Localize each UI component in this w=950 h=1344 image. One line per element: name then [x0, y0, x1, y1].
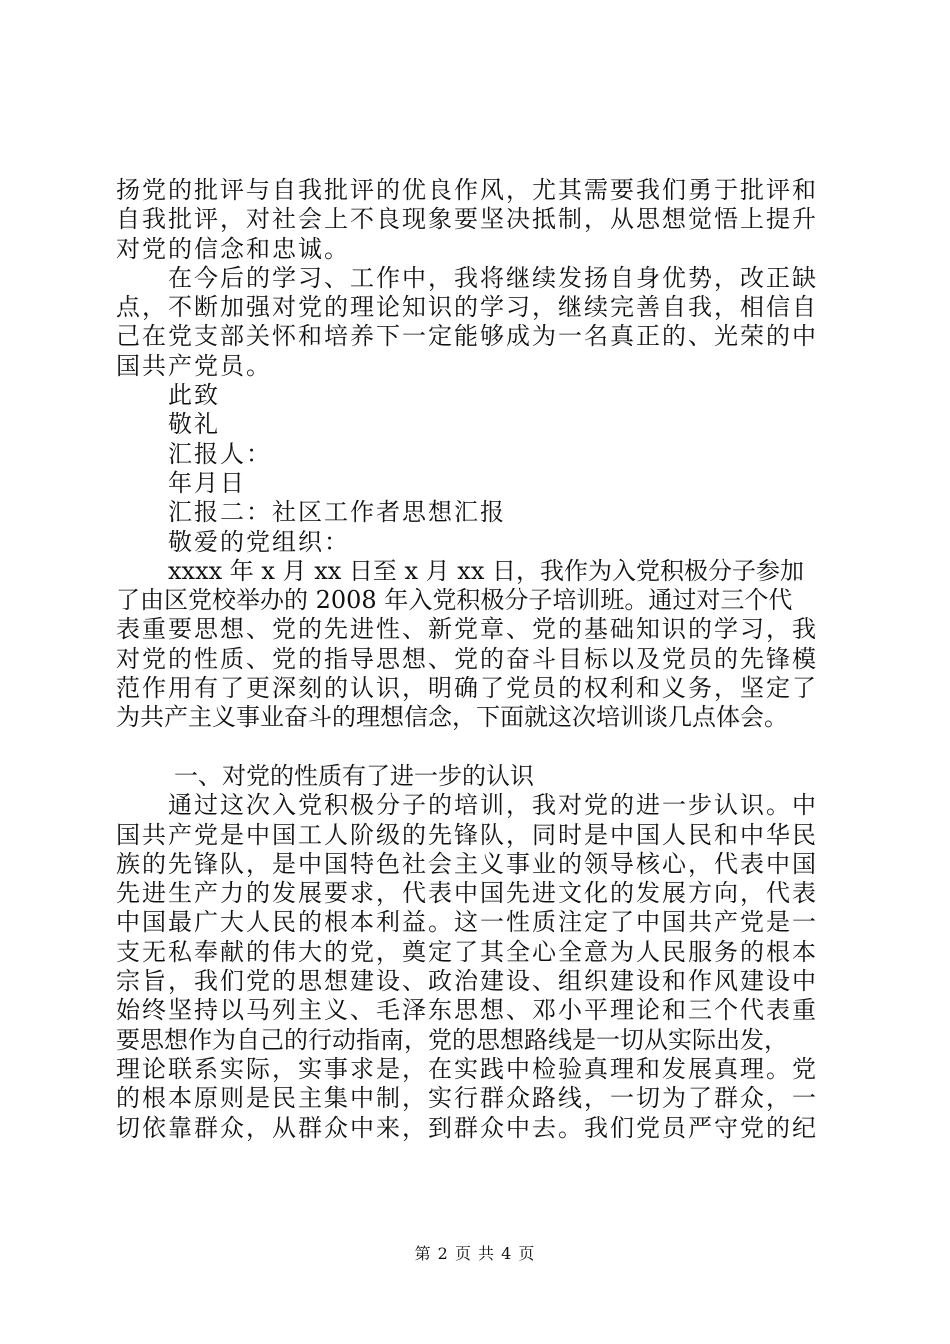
salutation-line: 敬礼: [168, 410, 220, 439]
body-line: 表重要思想、党的先进性、新党章、党的基础知识的学习，我: [116, 615, 818, 644]
date-line: 年月日: [168, 468, 246, 497]
subsection-heading: 一、对党的性质有了进一步的认识: [174, 761, 534, 790]
body-line: xxxx 年 x 月 xx 日至 x 月 xx 日，我作为入党积极分子参加: [168, 556, 805, 585]
body-line: 自我批评，对社会上不良现象要坚决抵制，从思想觉悟上提升: [116, 205, 818, 234]
greeting-line: 敬爱的党组织：: [168, 527, 350, 556]
body-line: 先进生产力的发展要求，代表中国先进文化的发展方向，代表: [116, 879, 818, 908]
body-line: 范作用有了更深刻的认识，明确了党员的权利和义务，坚定了: [116, 674, 818, 703]
body-line: 族的先锋队，是中国特色社会主义事业的领导核心，代表中国: [116, 849, 818, 878]
body-line: 中国最广大人民的根本利益。这一性质注定了中国共产党是一: [116, 908, 818, 937]
body-line: 的根本原则是民主集中制，实行群众路线，一切为了群众，一: [116, 1084, 818, 1113]
body-line: 国共产党是中国工人阶级的先锋队，同时是中国人民和中华民: [116, 820, 818, 849]
body-line: 通过这次入党积极分子的培训，我对党的进一步认识。中: [168, 791, 818, 820]
body-line: 宗旨，我们党的思想建设、政治建设、组织建设和作风建设中: [116, 967, 818, 996]
blank-line: [116, 733, 856, 762]
body-line: 在今后的学习、工作中，我将继续发扬自身优势，改正缺: [168, 263, 818, 292]
section-heading: 汇报二：社区工作者思想汇报: [168, 498, 506, 527]
body-line: 切依靠群众，从群众中来，到群众中去。我们党员严守党的纪: [116, 1113, 818, 1142]
body-line: 点，不断加强对党的理论知识的学习，继续完善自我，相信自: [116, 293, 818, 322]
body-line: 为共产主义事业奋斗的理想信念，下面就这次培训谈几点体会。: [116, 703, 788, 732]
body-line: 己在党支部关怀和培养下一定能够成为一名真正的、光荣的中: [116, 322, 818, 351]
body-line: 始终坚持以马列主义、毛泽东思想、邓小平理论和三个代表重: [116, 996, 818, 1025]
body-line: 扬党的批评与自我批评的优良作风，尤其需要我们勇于批评和: [116, 176, 818, 204]
body-line: 国共产党员。: [116, 351, 272, 380]
document-body: [116, 176, 856, 1143]
body-line: 对党的性质、党的指导思想、党的奋斗目标以及党员的先锋模: [116, 644, 818, 673]
page-footer: 第 2 页 共 4 页: [414, 1244, 536, 1263]
salutation-line: 此致: [168, 381, 220, 410]
body-line: 理论联系实际，实事求是，在实践中检验真理和发展真理。党: [116, 1054, 818, 1083]
body-line: 对党的信念和忠诚。: [116, 234, 350, 263]
body-line: 了由区党校举办的 2008 年入党积极分子培训班。通过对三个代: [116, 586, 793, 615]
body-line: 要思想作为自己的行动指南，党的思想路线是一切从实际出发，: [116, 1025, 788, 1054]
body-line: 支无私奉献的伟大的党，奠定了其全心全意为人民服务的根本: [116, 937, 818, 966]
reporter-line: 汇报人：: [168, 439, 272, 468]
